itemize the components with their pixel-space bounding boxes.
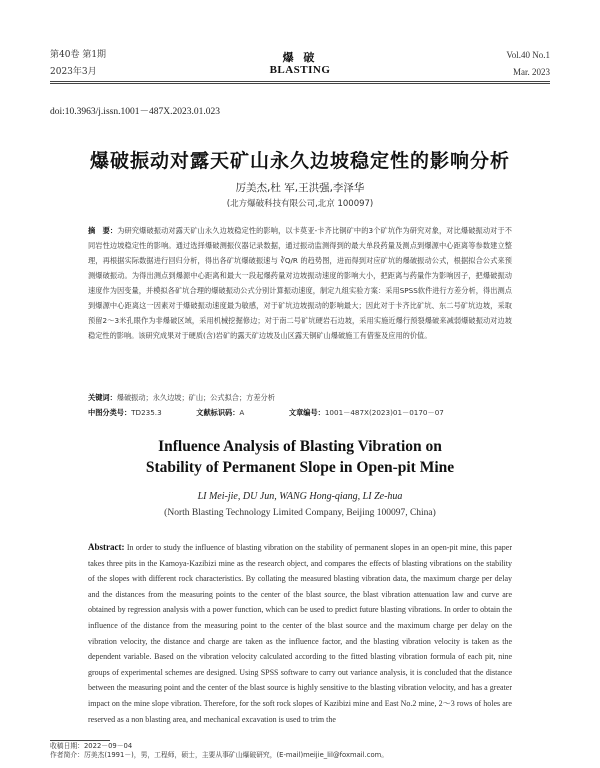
keywords-cn: [88, 390, 512, 405]
doi: doi:10.3963/j.issn.1001－487X.2023.01.023: [50, 107, 220, 117]
header-date-en: Mar. 2023: [513, 67, 550, 77]
article-no-value: 1001－487X(2023)01－0170－07: [324, 408, 444, 417]
header-journal-cn: 爆 破: [282, 51, 318, 64]
footnote-author-info: 作者简介：厉美杰(1991－)，男，工程师，硕士，主要从事矿山爆破研究，(E-mail)meijie_lil@foxmail.com。: [50, 751, 389, 759]
affiliation-cn: (北方爆破科技有限公司,北京 100097): [226, 199, 374, 209]
abstract-cn: [88, 223, 512, 343]
header-volume-en: Vol.40 No.1: [506, 50, 550, 60]
abstract-cn-label: 摘 要：: [88, 226, 118, 235]
keywords-cn-label: 关键词：: [88, 393, 117, 402]
doc-code-label: 文献标识码：: [196, 408, 240, 417]
header-volume-cn: 第40卷 第1期: [50, 50, 107, 60]
abstract-en-label: Abstract:: [88, 542, 125, 552]
article-no-label: 文章编号：: [288, 408, 325, 417]
title-en-line1: Influence Analysis of Blasting Vibration on: [158, 438, 442, 455]
header-date-cn: 2023年3月: [50, 67, 97, 77]
abstract-cn-text: 为研究爆破振动对露天矿山永久边坡稳定性的影响，以卡莫亚-卡齐比铜矿中的3个矿坑作为研究对象，对比爆破振动对于不同岩性边坡稳定性的影响。通过选择爆破测振仪器记录数据，通过振动监测得到的最大单段药量及测点到爆源中心距离等参数建立整理，再根据实际数据进行回归分析，得出各矿坑爆破振速与 ∛Q/R 的趋势图，进而得到对应矿坑的爆破振动公式，根据拟合公式来预测爆破振动。为得出测点到爆源中心距离和最大一段起爆药量对边坡振动速度的影响大小，把距离与药量作为影响因子，把爆破振动速度作为因变量，并模拟各矿坑合理的爆破振动公式分别计算振动速度，制定九组实验方案：采用SPSS软件进行方差分析，得出测点到爆源中心距离这一因素对于爆破振动速度最为敏感，对于矿坑边坡振动的影响最大；因此对于卡齐比矿坑、东二号矿坑边坡，采取预留2～3米孔眼作为非爆破区域，采用机械挖掘修边；对于南二号矿坑硬岩石边坡，采用实施近爆行预裂爆破来减弱爆破振动对边坡稳定性的影响。该研究成果对于硬质(含)岩矿的露天矿边坡及山区露天铜矿山爆破施工有借鉴及应用的价值。: [88, 226, 512, 340]
title-cn: 爆破振动对露天矿山永久边坡稳定性的影响分析: [89, 150, 510, 172]
abstract-en-text: In order to study the influence of blasting vibration on the stability of permanent slopes in an open-pit mine, this paper takes three pits in the Kamoya-Kazibizi mine as the research object, and compares the effects of blasting vibrations on the stability of the slopes with different rock characteristics. By collating the measured blasting vibration data, the maximum charge per delay and the distances from the measuring points to the center of the blast source, the blast vibration attenuation law and curve are obtained by regression analysis with a power function, which can be used to predict future blasting vibrations. In order to obtain the influence of the distance from the measuring point to the center of the blast source and the maximum charge per delay on the vibration velocity, the distance and charge are taken as the influence factor, and the blasting vibration velocity is taken as the dependent variable. Based on the vibration velocity calculated according to the fitted blasting vibration formula of each pit, nine groups of experimental schemes are designed. Using SPSS software to carry out variance analysis, it is concluded that the distance between the measuring point and the center of the blast source is highly sensitive to the blasting vibration velocity, and has a greater impact on the mine slope vibration. Therefore, for the soft rock slopes of Kazibizi mine and East No.2 mine, 2～3 rows of holes are reserved as a non blasting area, and mechanical excavation is used to trim the: [88, 543, 513, 724]
affiliation-en: (North Blasting Technology Limited Company, Beijing 100097, China): [164, 508, 436, 518]
header-rule-top: [50, 81, 550, 82]
authors-cn: 厉美杰,杜 军,王洪强,李泽华: [235, 182, 365, 194]
footnote-received: 收稿日期：2022－09－04: [50, 742, 133, 750]
header-journal-en: BLASTING: [269, 64, 331, 76]
keywords-cn-text: 爆破振动；永久边坡；矿山；公式拟合；方差分析: [116, 393, 275, 402]
clc-label: 中图分类号：: [88, 408, 132, 417]
title-en-line2: Stability of Permanent Slope in Open-pit Mine: [145, 459, 455, 476]
clc-value: TD235.3: [131, 408, 162, 417]
classification-line: [88, 405, 528, 420]
authors-en: LI Mei-jie, DU Jun, WANG Hong-qiang, LI Ze-hua: [197, 491, 403, 502]
footnote-rule: [50, 740, 110, 741]
header-rule-bottom: [50, 83, 550, 84]
abstract-en: [88, 540, 512, 727]
doc-code-value: A: [239, 408, 245, 417]
